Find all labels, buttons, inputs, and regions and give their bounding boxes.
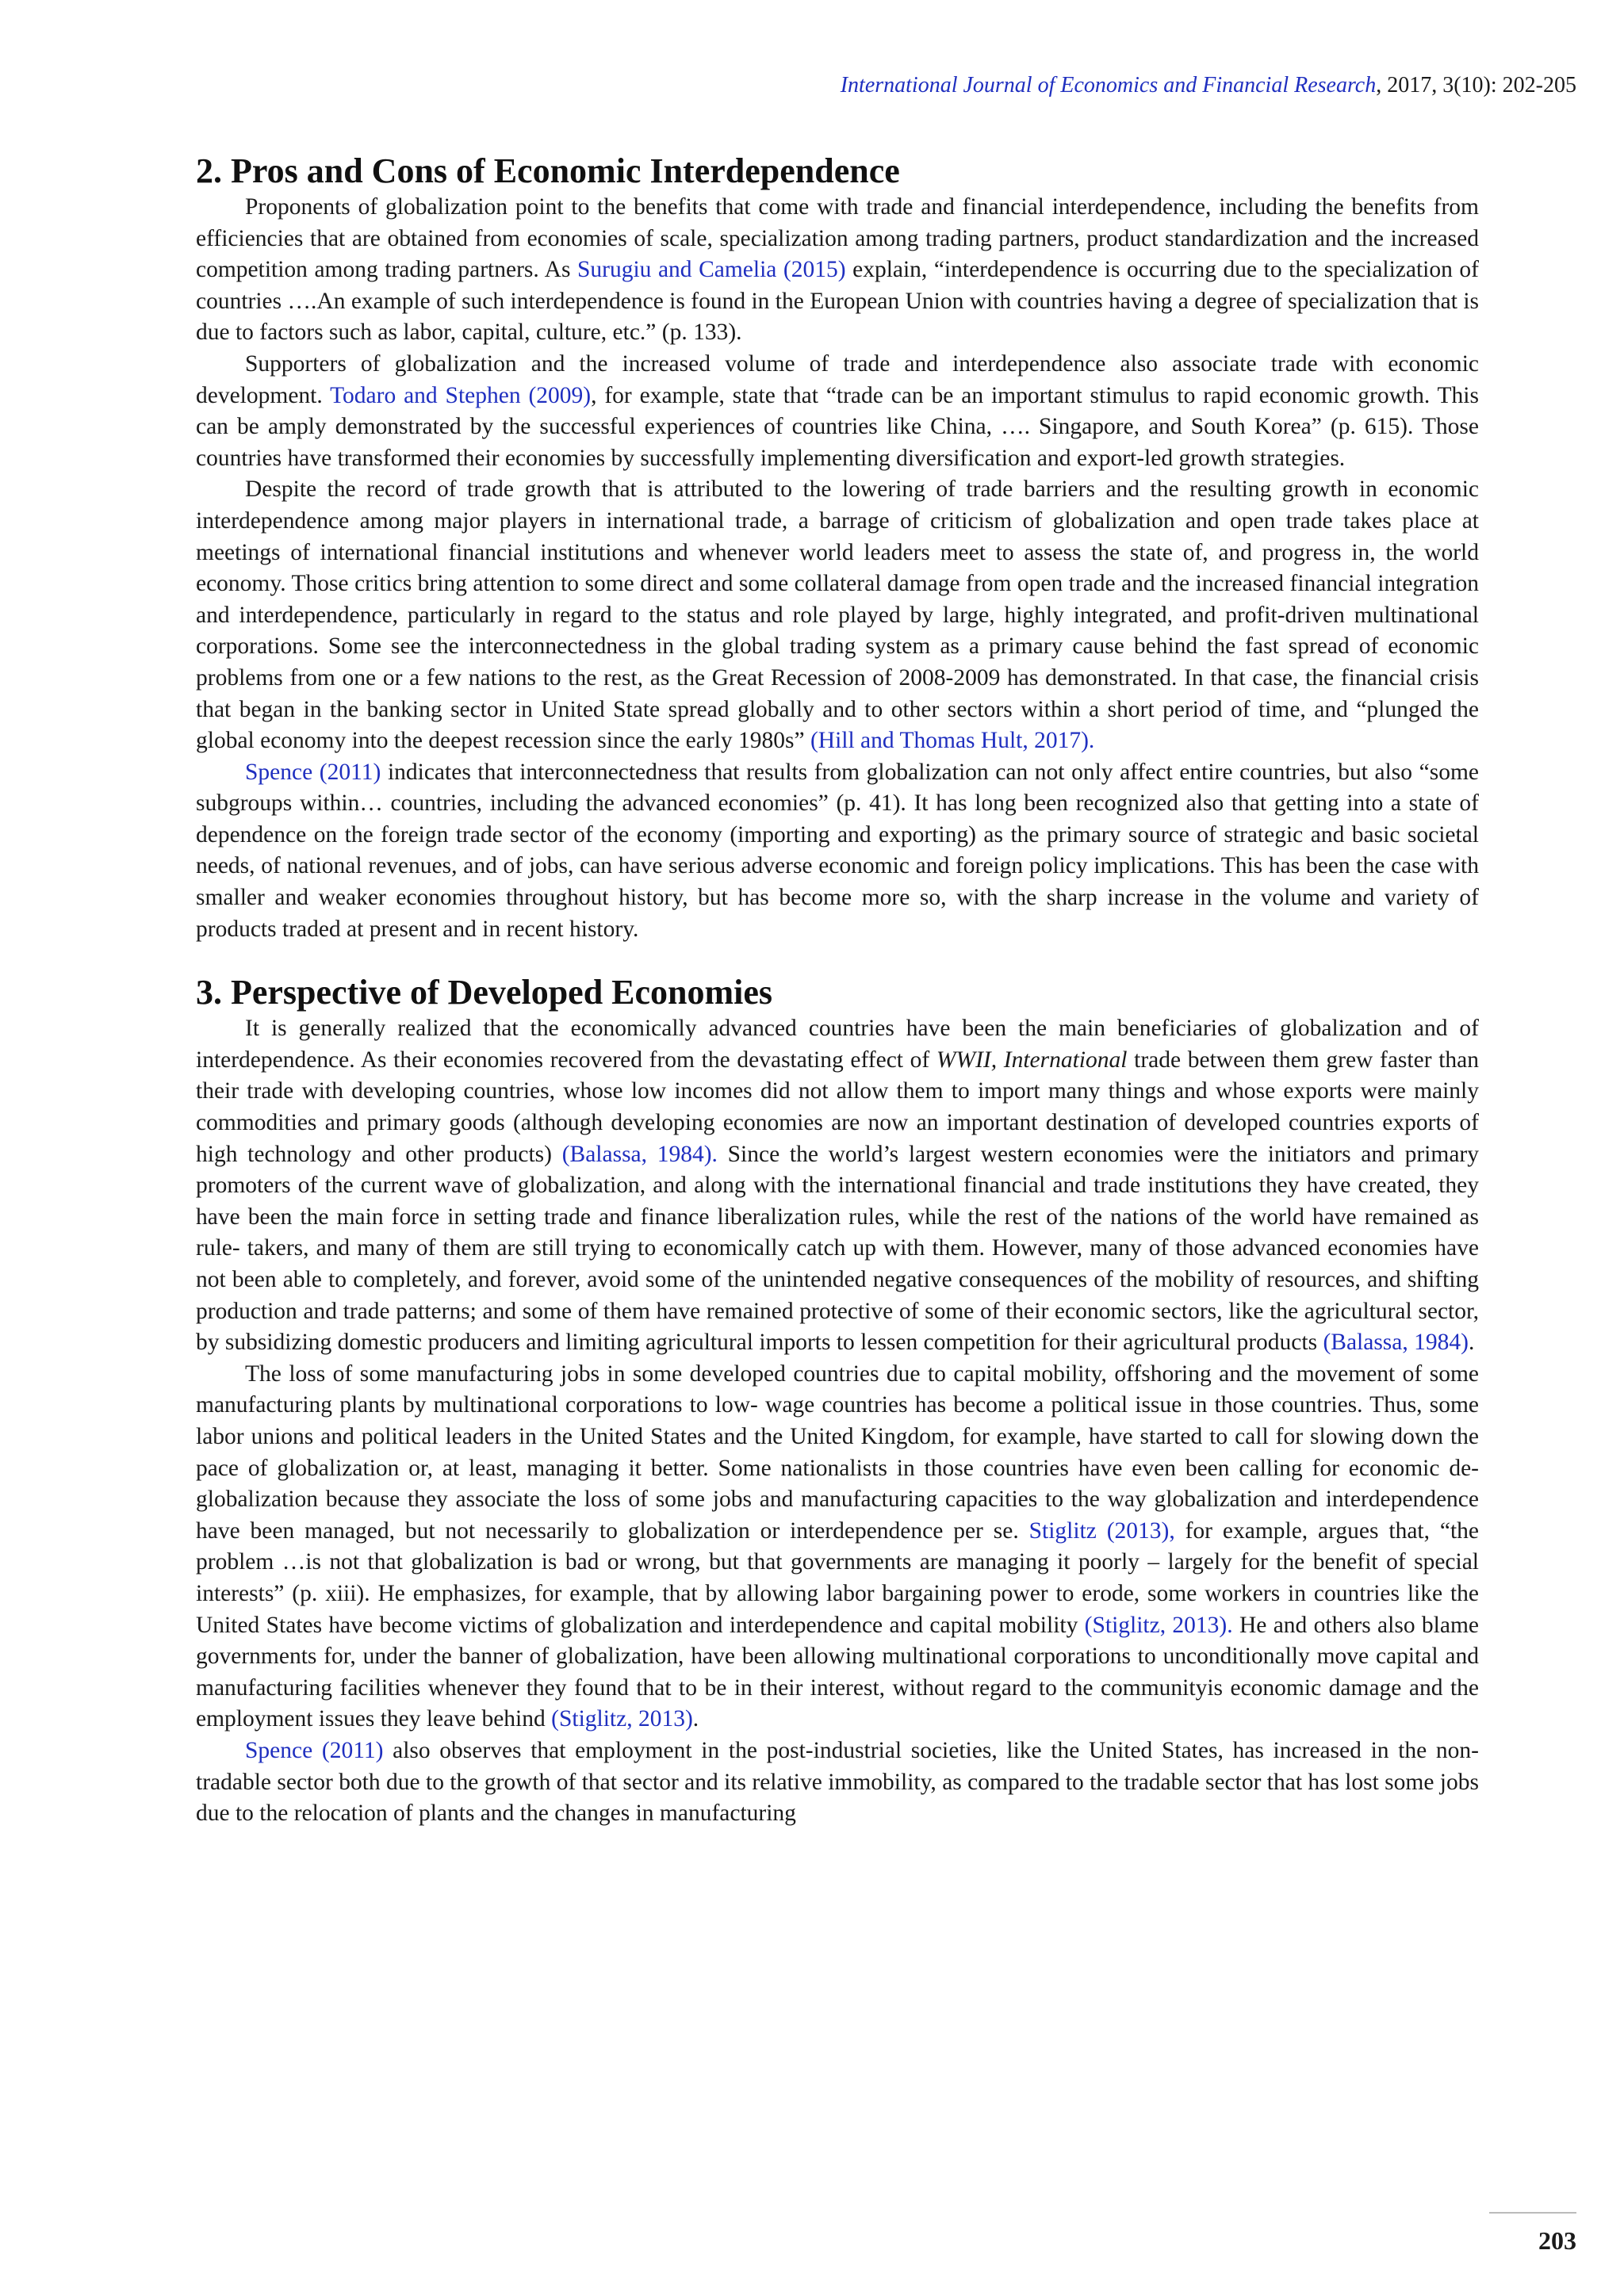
section-2-paragraph-1: Proponents of globalization point to the benefits that come with trade and financial interdependence, including the benefits from efficiencies that are obtained from economies of scale, specialization among trading partners, product standardization and the increased competition among trading partners. As Surugiu and Camelia (2015) explain, “interdependence is occurring due to the specialization of countries ….An example of such interdependence is found in the European Union with countries having a degree of specialization that is due to factors such as labor, capital, culture, etc.” (p. 133). xyxy=(196,194,1479,346)
running-header xyxy=(841,73,1576,98)
section-3-paragraph-3: Spence (2011) also observes that employment in the post-industrial societies, like the United States, has increased in the non-tradable sector both due to the growth of that sector and its relative immobility, as compared to the tradable sector that has lost some jobs due to the relocation of plants and the changes in manufacturing xyxy=(196,1737,1479,1827)
citation-link[interactable]: Stiglitz (2013), xyxy=(1028,1517,1175,1544)
section-2-paragraph-3: Despite the record of trade growth that is attributed to the lowering of trade barriers and the resulting growth in economic interdependence among major players in international trade, a barrage of criticism of globalization and open trade takes place at meetings of international financial institutions and whenever world leaders meet to assess the state of, and progress in, the world economy. Those critics bring attention to some direct and some collateral damage from open trade and the increased financial integration and interdependence, particularly in regard to the status and role played by large, highly integrated, and profit-driven multinational corporations. Some see the interconnectedness in the global trading system as a primary cause behind the fast spread of economic problems from one or a few nations to the rest, as the Great Recession of 2008-2009 has demonstrated. In that case, the financial crisis that began in the banking sector in United State spread globally and to other sectors within a short period of time, and “plunged the global economy into the deepest recession since the early 1980s” (Hill and Thomas Hult, 2017). xyxy=(196,476,1479,754)
footer-divider xyxy=(1489,2212,1576,2214)
citation-link[interactable]: (Balassa, 1984) xyxy=(1323,1330,1469,1356)
section-3-paragraph-1: It is generally realized that the economically advanced countries have been the main beneficiaries of globalization and of interdependence. As their economies recovered from the devastating effect of WWII, International trade between them grew faster than their trade with developing countries, whose low incomes did not allow them to import many things and whose exports were mainly commodities and primary goods (although developing economies are now an important destination of developed countries exports of high technology and other products) (Balassa, 1984). Since the world’s largest western economies were the initiators and primary promoters of the current wave of globalization, and along with the international financial and trade institutions they have created, they have been the main force in setting trade and finance liberalization rules, while the rest of the nations of the world have remained as rule- takers, and many of them are still trying to economically catch up with them. However, many of those advanced economies have not been able to completely, and forever, avoid some of the unintended negative consequences of the mobility of resources, and shifting production and trade patterns; and some of them have remained protective of some of their economic sectors, like the agricultural sector, by subsidizing domestic producers and limiting agricultural imports to lessen competition for their agricultural products (Balassa, 1984). xyxy=(196,1016,1479,1356)
citation-link[interactable]: (Balassa, 1984). xyxy=(561,1141,718,1167)
section-2-paragraph-4: Spence (2011) indicates that interconnectedness that results from globalization can not only affect entire countries, but also “some subgroups within… countries, including the advanced economies” (p. 41). It has long been recognized also that getting into a state of dependence on the foreign trade sector of the economy (importing and exporting) as the primary source of strategic and basic societal needs, of national revenues, and of jobs, can have serious adverse economic and foreign policy implications. This has been the case with smaller and weaker economies throughout history, but has become more so, with the sharp increase in the volume and variety of products traded at present and in recent history. xyxy=(196,759,1479,942)
citation-link[interactable]: (Stiglitz, 2013). xyxy=(1084,1612,1233,1638)
citation-link[interactable]: Spence (2011) xyxy=(245,759,381,785)
citation-link[interactable]: Spence (2011) xyxy=(245,1737,384,1763)
citation-link[interactable]: (Hill and Thomas Hult, 2017). xyxy=(810,728,1095,754)
page-number: 203 xyxy=(1538,2226,1576,2255)
citation-link[interactable]: Todaro and Stephen (2009) xyxy=(330,382,592,408)
citation-link[interactable]: (Stiglitz, 2013) xyxy=(551,1706,693,1732)
section-2-heading: 2. Pros and Cons of Economic Interdependence xyxy=(196,151,900,190)
article-body xyxy=(196,151,1479,1830)
section-2-paragraph-2: Supporters of globalization and the increased volume of trade and interdependence also associate trade with economic development. Todaro and Stephen (2009), for example, state that “trade can be an important stimulus to rapid economic growth. This can be amply demonstrated by the successful experiences of countries like China, …. Singapore, and South Korea” (p. 615). Those countries have transformed their economies by successfully implementing diversification and export-led growth strategies. xyxy=(196,350,1479,471)
journal-citation: , 2017, 3(10): 202-205 xyxy=(1376,73,1576,98)
citation-link[interactable]: Surugiu and Camelia (2015) xyxy=(576,257,846,283)
section-3-heading: 3. Perspective of Developed Economies xyxy=(196,973,773,1012)
journal-title-link[interactable]: International Journal of Economics and Financial Research xyxy=(840,73,1377,98)
section-3-paragraph-2: The loss of some manufacturing jobs in some developed countries due to capital mobility, offshoring and the movement of some manufacturing plants by multinational corporations to low- wage countries has become a political issue in those countries. Thus, some labor unions and political leaders in the United States and the United Kingdom, for example, have started to call for slowing down the pace of globalization or, at least, managing it better. Some nationalists in those countries have even been calling for economic de-globalization because they associate the loss of some jobs and manufacturing capacities to the way globalization and interdependence have been managed, but not necessarily to globalization or interdependence per se. Stiglitz (2013), for example, argues that, “the problem …is not that globalization is bad or wrong, but that governments are managing it poorly – largely for the benefit of special interests” (p. xiii). He emphasizes, for example, that by allowing labor bargaining power to erode, some workers in countries like the United States have become victims of globalization and interdependence and capital mobility (Stiglitz, 2013). He and others also blame governments for, under the banner of globalization, have been allowing multinational corporations to unconditionally move capital and manufacturing facilities whenever they found that to be in their interest, without regard to the communityis economic damage and the employment issues they leave behind (Stiglitz, 2013). xyxy=(196,1360,1480,1732)
